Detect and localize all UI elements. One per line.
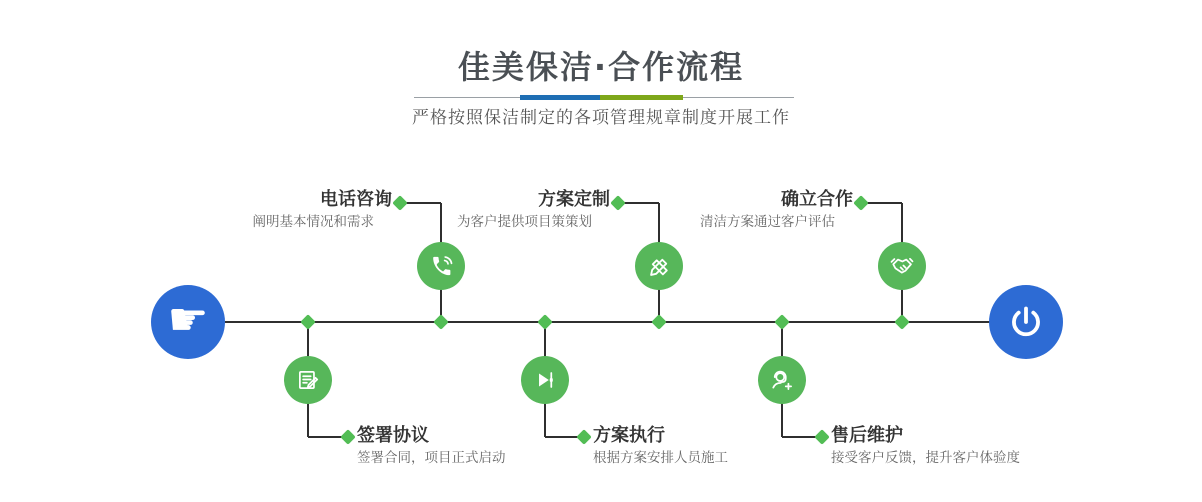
node-diamond bbox=[433, 314, 449, 330]
node-diamond bbox=[651, 314, 667, 330]
phone-icon bbox=[428, 253, 455, 280]
label-diamond bbox=[340, 429, 356, 445]
step-title: 确立合作 bbox=[781, 189, 853, 210]
label-diamond bbox=[576, 429, 592, 445]
step-label bbox=[700, 188, 853, 232]
step-desc: 阐明基本情况和需求 bbox=[252, 214, 374, 230]
hand-pointer-icon: ☛ bbox=[167, 292, 209, 346]
step-title: 签署协议 bbox=[357, 425, 429, 446]
timeline-main-line bbox=[225, 321, 991, 323]
step-title: 售后维护 bbox=[831, 425, 903, 446]
step-node-plan bbox=[635, 242, 683, 290]
page-title: 佳美保洁·合作流程 bbox=[457, 48, 745, 86]
label-diamond bbox=[392, 195, 408, 211]
node-diamond bbox=[537, 314, 553, 330]
page-subtitle: 严格按照保洁制定的各项管理规章制度开展工作 bbox=[412, 108, 790, 128]
flow-start-node bbox=[151, 285, 225, 359]
step-node-execute bbox=[521, 356, 569, 404]
step-node-contract bbox=[284, 356, 332, 404]
node-diamond bbox=[774, 314, 790, 330]
divider-green-segment bbox=[600, 95, 683, 100]
step-label bbox=[593, 424, 728, 468]
step-node-aftersales bbox=[758, 356, 806, 404]
handshake-icon bbox=[888, 252, 916, 280]
flow-end-node bbox=[989, 285, 1063, 359]
step-label bbox=[357, 424, 506, 468]
headset-plus-icon bbox=[768, 366, 796, 394]
label-diamond bbox=[610, 195, 626, 211]
step-desc: 清洁方案通过客户评估 bbox=[700, 214, 835, 230]
document-pen-icon bbox=[295, 367, 321, 393]
crossed-pencils-icon bbox=[646, 253, 673, 280]
step-title: 电话咨询 bbox=[320, 189, 392, 210]
step-label bbox=[457, 188, 610, 232]
node-diamond bbox=[300, 314, 316, 330]
label-diamond bbox=[814, 429, 830, 445]
step-desc: 接受客户反馈，提升客户体验度 bbox=[831, 450, 1020, 466]
step-desc: 为客户提供项目策策划 bbox=[457, 214, 592, 230]
step-label bbox=[831, 424, 1020, 468]
step-label bbox=[253, 188, 393, 232]
label-diamond bbox=[853, 195, 869, 211]
step-desc: 根据方案安排人员施工 bbox=[593, 450, 728, 466]
divider-blue-segment bbox=[520, 95, 600, 100]
step-node-phone bbox=[417, 242, 465, 290]
play-slider-icon bbox=[532, 367, 558, 393]
step-desc: 签署合同，项目正式启动 bbox=[357, 450, 506, 466]
step-node-handshake bbox=[878, 242, 926, 290]
step-title: 方案定制 bbox=[538, 189, 610, 210]
power-icon bbox=[1007, 303, 1045, 341]
node-diamond bbox=[894, 314, 910, 330]
step-title: 方案执行 bbox=[593, 425, 665, 446]
